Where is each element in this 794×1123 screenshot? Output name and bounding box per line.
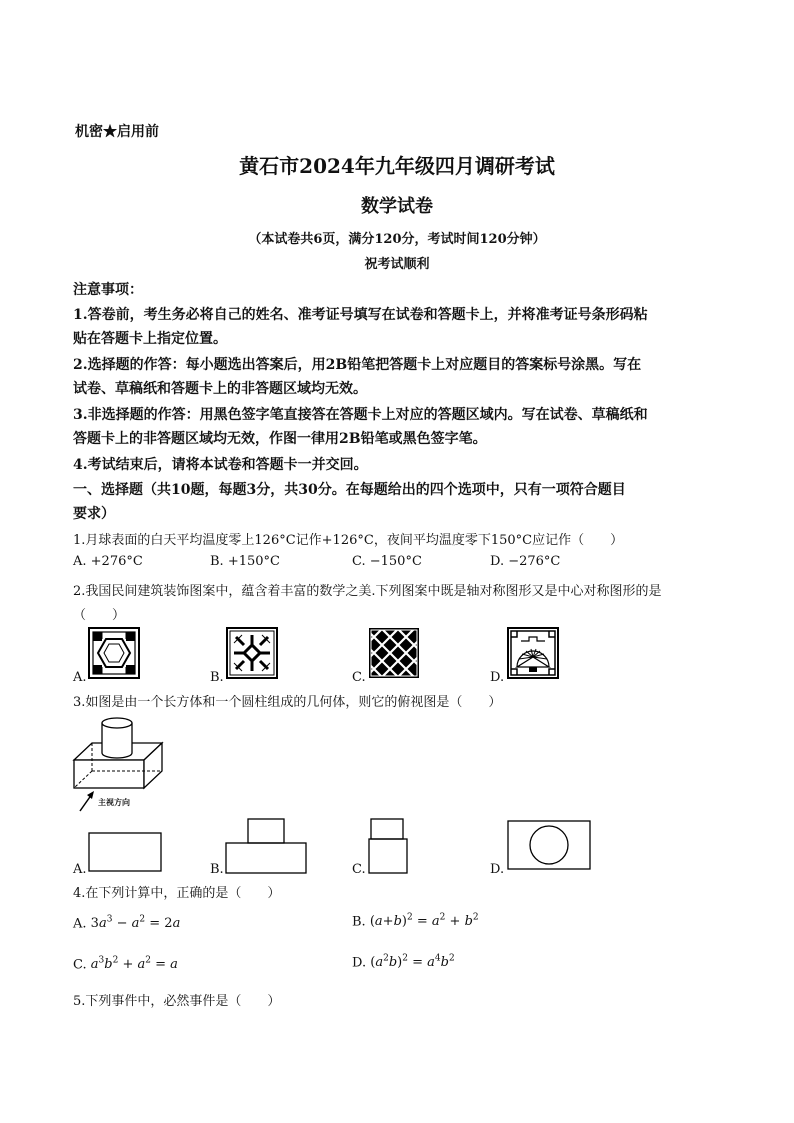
q2-stem-line1: 2.我国民间建筑装饰图案中，蕴含着丰富的数学之美.下列图案中既是轴对称图形又是中心对称图形的是 bbox=[73, 584, 662, 599]
q4-formula-c: $a^3b^2 + a^2 = a$ bbox=[90, 956, 178, 973]
q1-option-d: D. −276°C bbox=[490, 554, 561, 569]
exam-info: （本试卷共6页，满分120分，考试时间120分钟） bbox=[248, 232, 546, 247]
confidential-label: 机密★启用前 bbox=[75, 124, 159, 140]
q3-stem: 3.如图是由一个长方体和一个圆柱组成的几何体，则它的俯视图是（ ） bbox=[73, 695, 502, 710]
q4-option-d bbox=[352, 954, 455, 970]
q2-pattern-b bbox=[226, 627, 278, 679]
q4-stem: 4.在下列计算中，正确的是（ ） bbox=[73, 886, 281, 901]
q5-stem: 5.下列事件中，必然事件是（ ） bbox=[73, 994, 281, 1009]
q3-option-d-figure bbox=[507, 820, 591, 870]
q3-label-a: A. bbox=[73, 862, 87, 877]
q2-pattern-a bbox=[88, 627, 140, 679]
view-direction-label: 主视方向 bbox=[98, 798, 130, 807]
note-4: 4.考试结束后，请将本试卷和答题卡一并交回。 bbox=[73, 457, 368, 473]
note-3-line1: 3.非选择题的作答：用黑色签字笔直接答在答题卡上对应的答题区域内。写在试卷、草稿纸和 bbox=[73, 407, 648, 423]
q1-option-a: A. +276°C bbox=[73, 554, 143, 569]
q3-label-d: D. bbox=[490, 862, 505, 877]
q3-label-c: C. bbox=[352, 862, 366, 877]
q3-label-b: B. bbox=[210, 862, 224, 877]
q2-label-d: D. bbox=[490, 670, 505, 685]
q2-pattern-d bbox=[507, 627, 559, 679]
q4-label-c: C. bbox=[73, 957, 87, 973]
note-2-line1: 2.选择题的作答：每小题选出答案后，用2B铅笔把答题卡上对应题目的答案标号涂黑。写在 bbox=[73, 357, 642, 373]
note-1-line2: 贴在答题卡上指定位置。 bbox=[73, 331, 227, 347]
q3-option-c-figure bbox=[368, 818, 408, 874]
q2-pattern-c bbox=[368, 627, 420, 679]
exam-wish: 祝考试顺利 bbox=[364, 257, 430, 272]
q4-formula-d: $(a^2b)^2 = a^4b^2$ bbox=[370, 954, 455, 971]
q3-option-a-figure bbox=[88, 832, 162, 872]
q1-stem: 1.月球表面的白天平均温度零上126°C记作+126°C，夜间平均温度零下150°C应记作（ ） bbox=[73, 533, 624, 548]
notes-heading: 注意事项： bbox=[73, 282, 143, 298]
q4-label-a: A. bbox=[73, 916, 87, 932]
exam-title: 黄石市2024年九年级四月调研考试 bbox=[239, 154, 555, 178]
q4-formula-a: $3a^3 - a^2 = 2a$ bbox=[90, 915, 181, 932]
note-1-line1: 1.答卷前，考生务必将自己的姓名、准考证号填写在试卷和答题卡上，并将准考证号条形码粘 bbox=[73, 307, 648, 323]
q4-label-b: B. bbox=[352, 914, 366, 930]
q4-formula-b: $(a+b)^2 = a^2 + b^2$ bbox=[369, 913, 479, 930]
section-1-heading-cont: 要求） bbox=[73, 506, 115, 522]
q2-stem-line2: （ ） bbox=[73, 608, 126, 623]
q2-label-b: B. bbox=[210, 670, 224, 685]
q4-label-d: D. bbox=[352, 955, 367, 971]
section-1-heading: 一、选择题（共10题，每题3分，共30分。在每题给出的四个选项中，只有一项符合题目 bbox=[73, 482, 626, 498]
q4-option-b bbox=[352, 913, 479, 929]
q1-option-c: C. −150°C bbox=[352, 554, 422, 569]
q3-option-b-figure bbox=[225, 818, 307, 874]
note-3-line2: 答题卡上的非答题区域均无效，作图一律用2B铅笔或黑色签字笔。 bbox=[73, 431, 487, 447]
q2-label-c: C. bbox=[352, 670, 366, 685]
q2-label-a: A. bbox=[73, 670, 87, 685]
q4-option-c bbox=[73, 956, 178, 972]
q4-option-a bbox=[73, 915, 180, 931]
q1-option-b: B. +150°C bbox=[210, 554, 280, 569]
note-2-line2: 试卷、草稿纸和答题卡上的非答题区域均无效。 bbox=[73, 381, 367, 397]
exam-subtitle: 数学试卷 bbox=[361, 196, 433, 217]
